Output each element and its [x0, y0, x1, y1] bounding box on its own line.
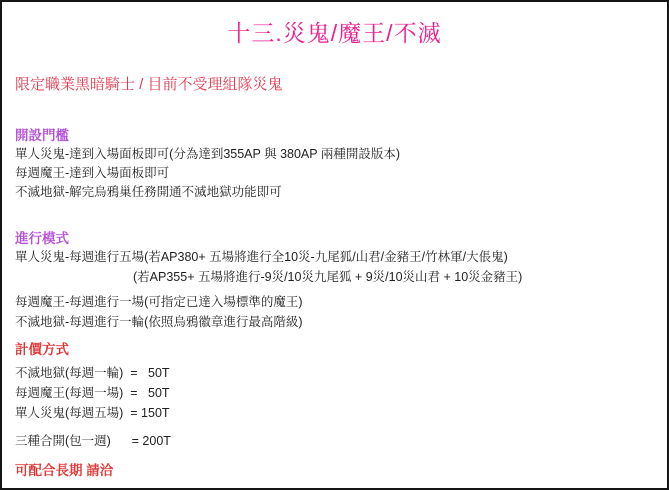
section-heading-mode: 進行模式	[15, 231, 69, 246]
section-heading-pricing: 計價方式	[15, 342, 69, 357]
price-line-bundle: 三種合開(包一週) = 200T	[15, 434, 171, 448]
price-line-hell: 不滅地獄(每週一輪) = 50T	[15, 366, 170, 380]
page-title: 十三.災鬼/魔王/不滅	[227, 20, 442, 46]
threshold-line-hell: 不滅地獄-解完烏鴉巢任務開通不滅地獄功能即可	[15, 185, 282, 199]
mode-line-solo-alt: (若AP355+ 五場將進行-9災/10災九尾狐 + 9災/10災山君 + 10災金豬王)	[133, 269, 523, 284]
threshold-line-solo: 單人災鬼-達到入場面板即可(分為達到355AP 與 380AP 兩種開設版本)	[15, 147, 401, 161]
restriction-note: 限定職業黑暗騎士 / 目前不受理組隊災鬼	[15, 76, 283, 93]
contact-note: 可配合長期 請洽	[15, 463, 114, 478]
price-line-weekly-boss: 每週魔王(每週一場) = 50T	[15, 386, 170, 400]
price-line-solo: 單人災鬼(每週五場) = 150T	[15, 406, 170, 420]
mode-line-weekly-boss: 每週魔王-每週進行一場(可指定已達入場標準的魔王)	[15, 295, 303, 309]
section-heading-threshold: 開設門檻	[15, 128, 69, 143]
mode-line-hell: 不滅地獄-每週進行一輪(依照烏鴉徽章進行最高階級)	[15, 314, 303, 329]
threshold-line-weekly-boss: 每週魔王-達到入場面板即可	[15, 166, 170, 180]
mode-line-solo: 單人災鬼-每週進行五場(若AP380+ 五場將進行全10災-九尾狐/山君/金豬王/竹林軍/大倀鬼)	[15, 250, 508, 264]
